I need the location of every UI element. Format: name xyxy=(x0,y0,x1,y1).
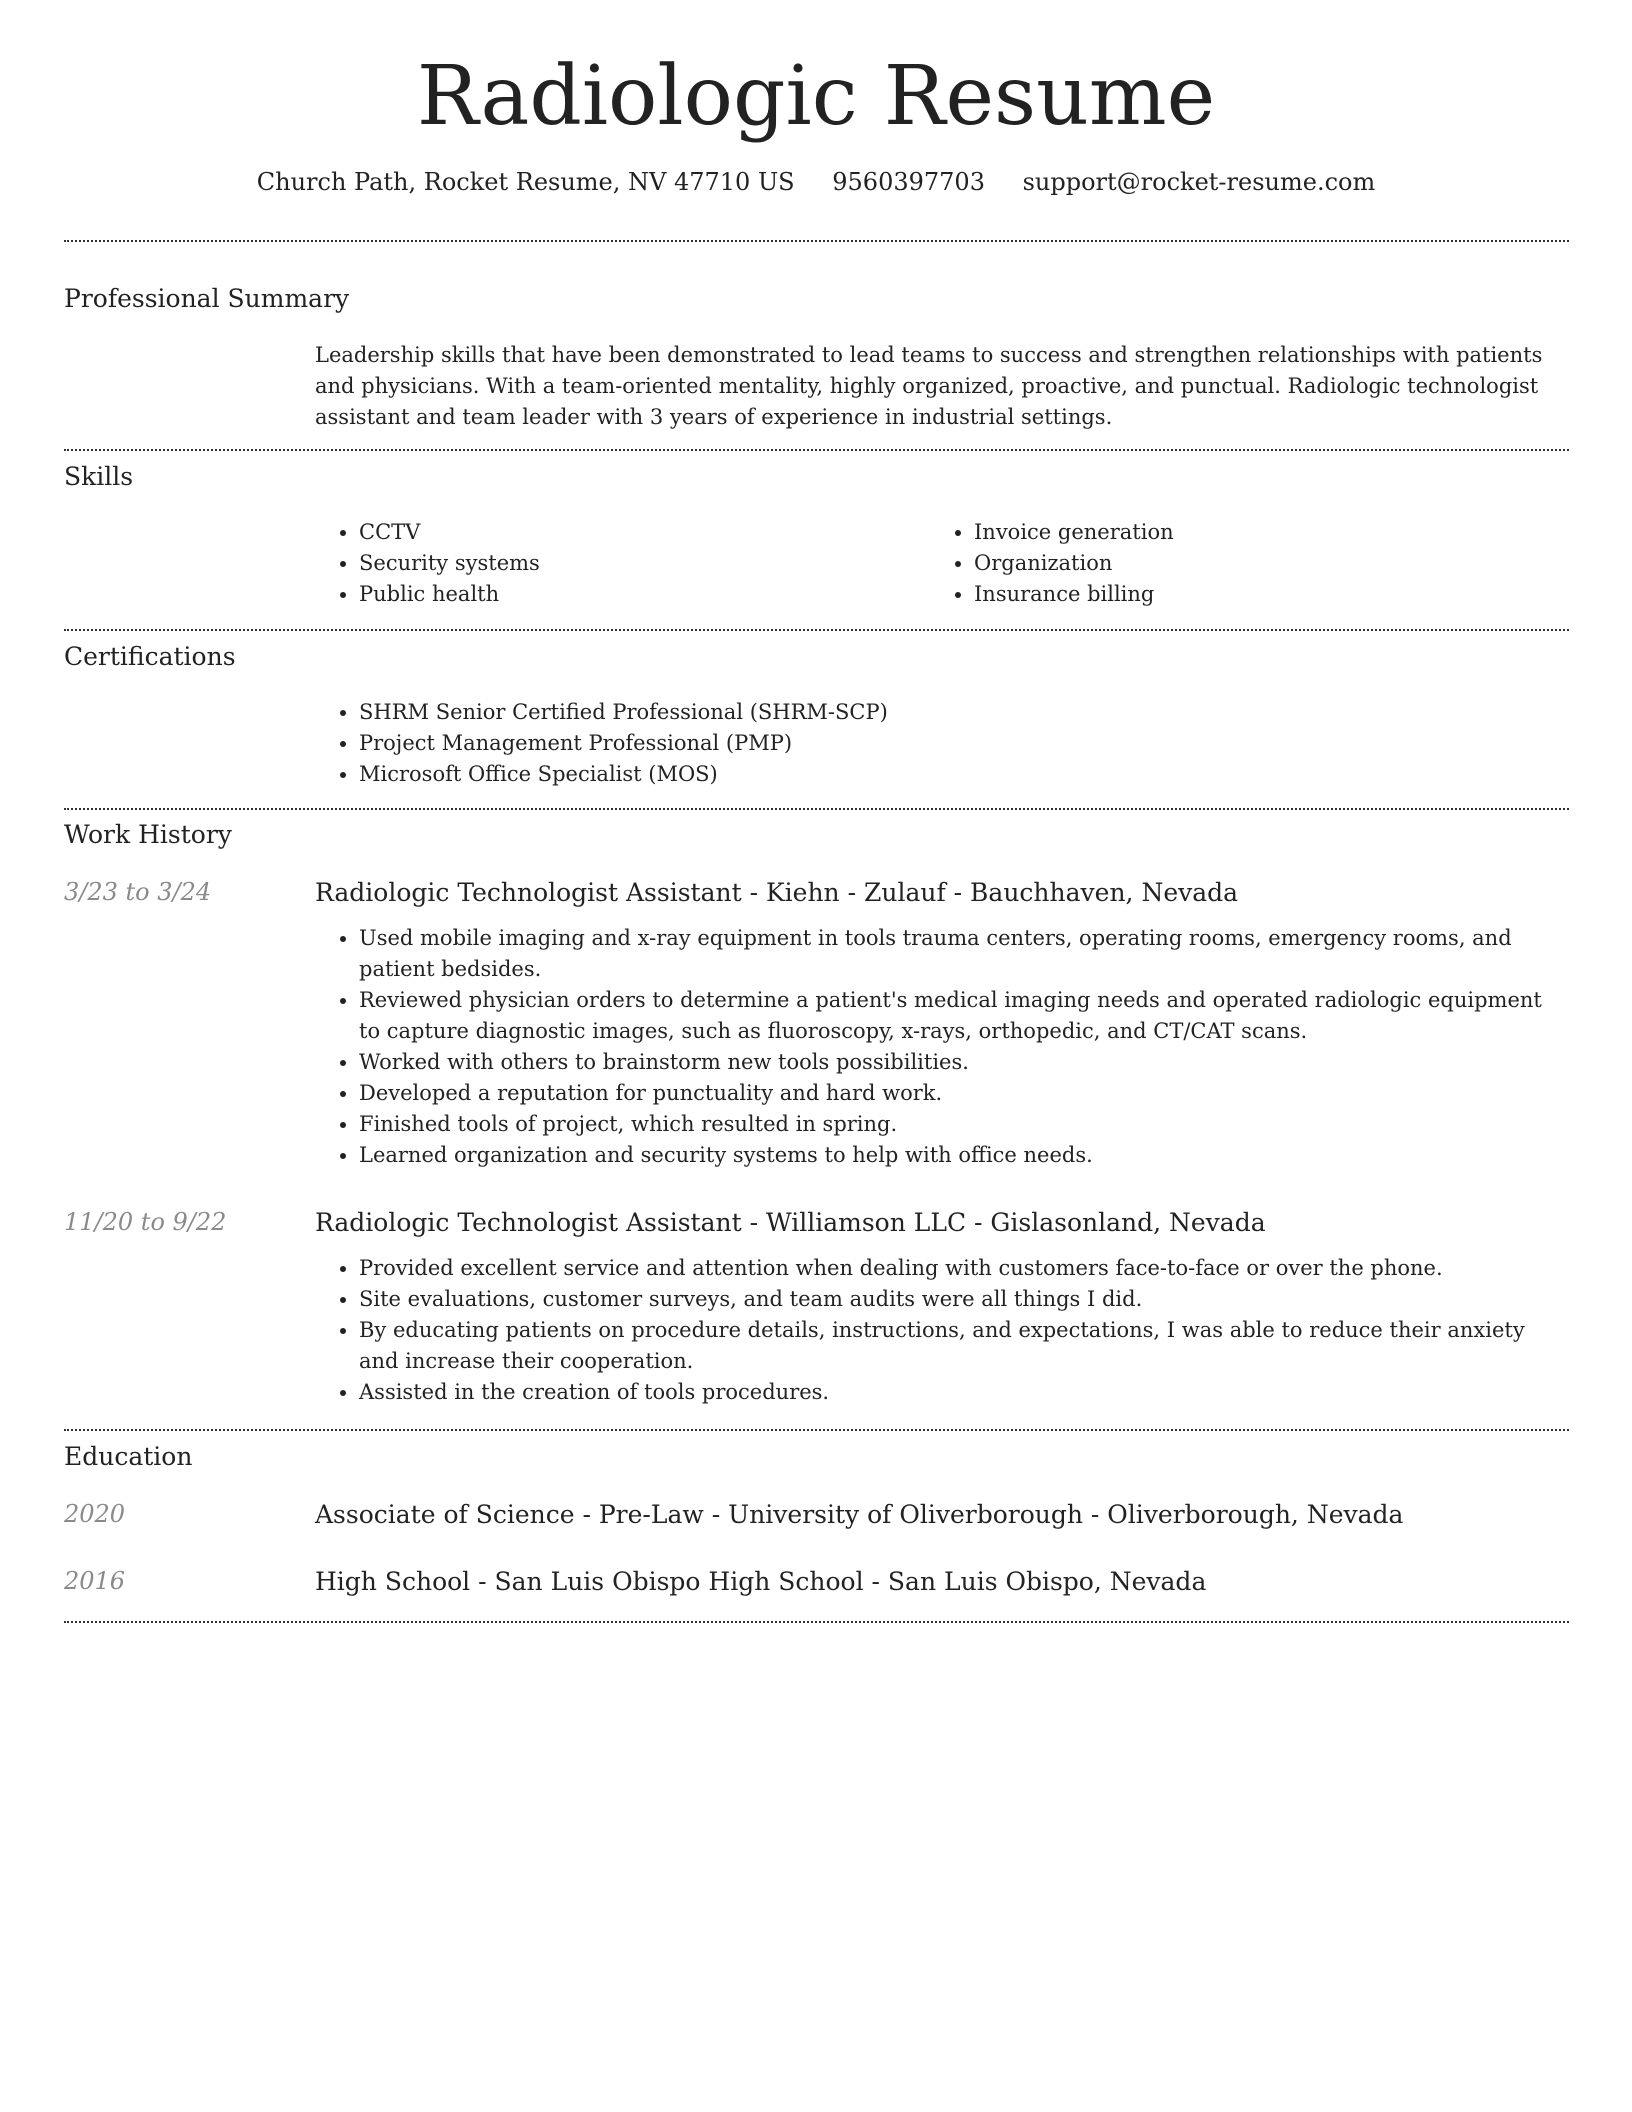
contact-phone: 9560397703 xyxy=(832,168,985,197)
certifications-list xyxy=(315,697,1565,790)
education-entry xyxy=(315,1565,1565,1599)
skill-item: • CCTV xyxy=(359,517,930,548)
contact-email: support@rocket-resume.com xyxy=(1022,168,1376,197)
job-bullet: • Site evaluations, customer surveys, and team audits were all things I did. xyxy=(359,1284,1565,1315)
section-title-summary: Professional Summary xyxy=(64,284,350,313)
section-title-work: Work History xyxy=(64,820,232,849)
summary-text: Leadership skills that have been demonstrated to lead teams to success and strengthen relationships with patients and physicians. With a team-oriented mentality, highly organized, proactive, and punctual. Radiologic technologist assistant and team leader with 3 years of experience in industrial settings. xyxy=(315,343,1543,429)
resume-header xyxy=(0,0,1632,196)
divider xyxy=(64,449,1569,451)
divider xyxy=(64,1621,1569,1623)
job-entry xyxy=(315,1206,1565,1408)
skill-item: • Security systems xyxy=(359,548,930,579)
skills-column-left xyxy=(315,517,930,610)
divider xyxy=(64,808,1569,810)
job-bullet: • Developed a reputation for punctuality and hard work. xyxy=(359,1078,1565,1109)
divider xyxy=(64,1429,1569,1431)
job-bullet: • Learned organization and security systems to help with office needs. xyxy=(359,1140,1565,1171)
divider xyxy=(64,240,1569,242)
job-dates: 11/20 to 9/22 xyxy=(64,1208,227,1236)
job-heading: Radiologic Technologist Assistant - Williamson LLC - Gislasonland, Nevada xyxy=(315,1208,1266,1237)
contact-address: Church Path, Rocket Resume, NV 47710 US xyxy=(256,168,795,197)
skill-item: • Public health xyxy=(359,579,930,610)
education-entry xyxy=(315,1498,1565,1532)
job-bullet: • Finished tools of project, which resulted in spring. xyxy=(359,1109,1565,1140)
job-entry xyxy=(315,876,1565,1171)
skill-item: • Invoice generation xyxy=(974,517,1545,548)
certification-item: • Project Management Professional (PMP) xyxy=(359,728,1565,759)
section-title-skills: Skills xyxy=(64,462,134,491)
job-bullet: • Assisted in the creation of tools procedures. xyxy=(359,1377,1565,1408)
education-year: 2016 xyxy=(64,1567,126,1595)
skills-list xyxy=(315,517,1565,610)
job-bullet: • Worked with others to brainstorm new tools possibilities. xyxy=(359,1047,1565,1078)
skill-item: • Organization xyxy=(974,548,1545,579)
education-year: 2020 xyxy=(64,1500,126,1528)
job-bullet: • Provided excellent service and attention when dealing with customers face-to-face or over the phone. xyxy=(359,1253,1565,1284)
education-heading: High School - San Luis Obispo High School - San Luis Obispo, Nevada xyxy=(315,1567,1207,1596)
education-heading: Associate of Science - Pre-Law - University of Oliverborough - Oliverborough, Nevada xyxy=(315,1500,1404,1529)
job-bullet: • By educating patients on procedure details, instructions, and expectations, I was able to reduce their anxiety and increase their cooperation. xyxy=(359,1315,1565,1377)
resume-name: Radiologic Resume xyxy=(416,49,1216,144)
job-dates: 3/23 to 3/24 xyxy=(64,878,212,906)
certification-item: • Microsoft Office Specialist (MOS) xyxy=(359,759,1565,790)
skill-item: • Insurance billing xyxy=(974,579,1545,610)
job-bullet: • Used mobile imaging and x-ray equipment in tools trauma centers, operating rooms, emergency rooms, and patient bedsides. xyxy=(359,923,1565,985)
skills-column-right xyxy=(930,517,1545,610)
certification-item: • SHRM Senior Certified Professional (SHRM-SCP) xyxy=(359,697,1565,728)
divider xyxy=(64,629,1569,631)
job-bullet: • Reviewed physician orders to determine a patient's medical imaging needs and operated radiologic equipment to capture diagnostic images, such as fluoroscopy, x-rays, orthopedic, and CT/CAT scans. xyxy=(359,985,1565,1047)
section-title-education: Education xyxy=(64,1442,193,1471)
summary-content xyxy=(315,340,1565,433)
section-title-certifications: Certifications xyxy=(64,642,236,671)
job-heading: Radiologic Technologist Assistant - Kiehn - Zulauf - Bauchhaven, Nevada xyxy=(315,878,1239,907)
contact-line xyxy=(0,168,1632,196)
